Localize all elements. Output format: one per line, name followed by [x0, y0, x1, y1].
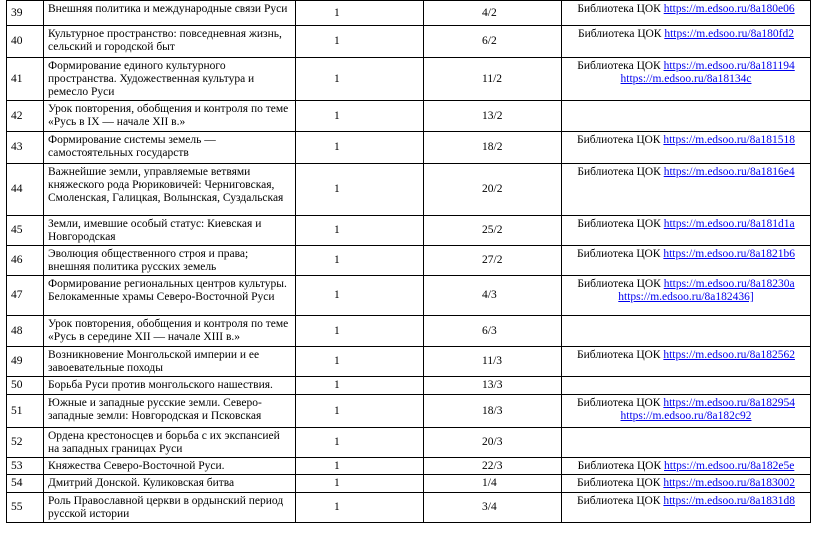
- lesson-resources: [562, 132, 811, 164]
- lesson-date: 11/2: [424, 58, 562, 101]
- table-row: [7, 164, 811, 216]
- lesson-hours: 1: [296, 58, 424, 101]
- resource-line: [566, 397, 806, 410]
- resource-line: [566, 477, 806, 490]
- table-row: [7, 316, 811, 347]
- resource-line: [566, 166, 806, 179]
- lesson-topic: Урок повторения, обобщения и контроля по теме «Русь в IX — начале XII в.»: [44, 101, 296, 132]
- table-row: [7, 347, 811, 377]
- lesson-hours: 1: [296, 216, 424, 246]
- table-row: [7, 458, 811, 475]
- lesson-topic: Формирование системы земель — самостоятельных государств: [44, 132, 296, 164]
- lesson-number: 49: [7, 347, 44, 377]
- lesson-topic: Дмитрий Донской. Куликовская битва: [44, 475, 296, 493]
- lesson-number: 43: [7, 132, 44, 164]
- lesson-plan-rows: [7, 1, 811, 523]
- resource-prefix: Библиотека ЦОК: [577, 134, 664, 146]
- lesson-hours: 1: [296, 132, 424, 164]
- table-row: [7, 377, 811, 395]
- lesson-resources: [562, 276, 811, 316]
- table-row: [7, 246, 811, 276]
- lesson-topic: Княжества Северо-Восточной Руси.: [44, 458, 296, 475]
- resource-prefix: Библиотека ЦОК: [577, 477, 664, 489]
- table-row: [7, 395, 811, 428]
- lesson-resources: [562, 458, 811, 475]
- lesson-hours: 1: [296, 316, 424, 347]
- lesson-resources: [562, 58, 811, 101]
- resource-link[interactable]: https://m.edsoo.ru/8a182954: [663, 397, 795, 409]
- lesson-resources: [562, 475, 811, 493]
- lesson-date: 20/2: [424, 164, 562, 216]
- lesson-number: 44: [7, 164, 44, 216]
- resource-link[interactable]: https://m.edsoo.ru/8a182e5e: [664, 460, 795, 472]
- table-row: [7, 493, 811, 523]
- resource-line: [566, 218, 806, 231]
- lesson-topic: Урок повторения, обобщения и контроля по теме «Русь в середине XII — начале XIII в.»: [44, 316, 296, 347]
- table-row: [7, 58, 811, 101]
- lesson-topic: Формирование единого культурного пространства. Художественная культура и ремесло Руси: [44, 58, 296, 101]
- lesson-topic: Внешняя политика и международные связи Руси: [44, 1, 296, 26]
- lesson-resources: [562, 395, 811, 428]
- lesson-topic: Возникновение Монгольской империи и ее завоевательные походы: [44, 347, 296, 377]
- resource-line: [566, 60, 806, 73]
- lesson-date: 22/3: [424, 458, 562, 475]
- table-row: [7, 26, 811, 58]
- resource-link[interactable]: https://m.edsoo.ru/8a181d1a: [663, 218, 795, 230]
- lesson-date: 1/4: [424, 475, 562, 493]
- resource-link[interactable]: https://m.edsoo.ru/8a1821b6: [663, 248, 795, 260]
- table-row: [7, 1, 811, 26]
- lesson-topic: Важнейшие земли, управляемые ветвями княжеского рода Рюриковичей: Черниговская, Смоленская, Галицкая, Волынская, Суздальская: [44, 164, 296, 216]
- lesson-hours: 1: [296, 428, 424, 458]
- lesson-number: 48: [7, 316, 44, 347]
- lesson-number: 40: [7, 26, 44, 58]
- resource-link[interactable]: https://m.edsoo.ru/8a182436]: [618, 291, 754, 303]
- lesson-resources: [562, 428, 811, 458]
- resource-line: [566, 278, 806, 291]
- lesson-topic: Роль Православной церкви в ордынский период русской истории: [44, 493, 296, 523]
- lesson-topic: Культурное пространство: повседневная жизнь, сельский и городской быт: [44, 26, 296, 58]
- lesson-number: 54: [7, 475, 44, 493]
- resource-line: [566, 73, 806, 86]
- resource-link[interactable]: https://m.edsoo.ru/8a181194: [663, 60, 795, 72]
- resource-prefix: Библиотека ЦОК: [577, 278, 664, 290]
- lesson-date: 20/3: [424, 428, 562, 458]
- lesson-hours: 1: [296, 493, 424, 523]
- lesson-number: 41: [7, 58, 44, 101]
- resource-prefix: Библиотека ЦОК: [577, 349, 664, 361]
- resource-prefix: Библиотека ЦОК: [577, 28, 665, 40]
- lesson-number: 51: [7, 395, 44, 428]
- lesson-hours: 1: [296, 276, 424, 316]
- lesson-date: 3/4: [424, 493, 562, 523]
- lesson-hours: 1: [296, 246, 424, 276]
- lesson-date: 13/3: [424, 377, 562, 395]
- lesson-resources: [562, 316, 811, 347]
- lesson-resources: [562, 347, 811, 377]
- lesson-date: 4/3: [424, 276, 562, 316]
- lesson-hours: 1: [296, 164, 424, 216]
- resource-prefix: Библиотека ЦОК: [577, 397, 664, 409]
- lesson-topic: Эволюция общественного строя и права; внешняя политика русских земель: [44, 246, 296, 276]
- lesson-number: 50: [7, 377, 44, 395]
- resource-prefix: Библиотека ЦОК: [577, 166, 664, 178]
- lesson-resources: [562, 164, 811, 216]
- resource-link[interactable]: https://m.edsoo.ru/8a182562: [663, 349, 795, 361]
- resource-line: [566, 248, 806, 261]
- resource-line: [566, 460, 806, 473]
- resource-link[interactable]: https://m.edsoo.ru/8a182c92: [620, 410, 752, 422]
- lesson-resources: [562, 1, 811, 26]
- lesson-topic: Южные и западные русские земли. Северо-западные земли: Новгородская и Псковская: [44, 395, 296, 428]
- table-row: [7, 101, 811, 132]
- lesson-date: 6/3: [424, 316, 562, 347]
- resource-line: [566, 134, 806, 147]
- lesson-resources: [562, 377, 811, 395]
- lesson-hours: 1: [296, 377, 424, 395]
- lesson-date: 25/2: [424, 216, 562, 246]
- lesson-resources: [562, 216, 811, 246]
- lesson-hours: 1: [296, 395, 424, 428]
- resource-link[interactable]: https://m.edsoo.ru/8a1816e4: [663, 166, 795, 178]
- lesson-resources: [562, 493, 811, 523]
- table-row: [7, 428, 811, 458]
- table-row: [7, 475, 811, 493]
- lesson-resources: [562, 26, 811, 58]
- lesson-resources: [562, 246, 811, 276]
- lesson-date: 6/2: [424, 26, 562, 58]
- lesson-number: 42: [7, 101, 44, 132]
- lesson-hours: 1: [296, 458, 424, 475]
- lesson-hours: 1: [296, 101, 424, 132]
- lesson-topic: Земли, имевшие особый статус: Киевская и Новгородская: [44, 216, 296, 246]
- table-row: [7, 216, 811, 246]
- lesson-hours: 1: [296, 26, 424, 58]
- lesson-topic: Формирование региональных центров культуры. Белокаменные храмы Северо-Восточной Руси: [44, 276, 296, 316]
- table-row: [7, 276, 811, 316]
- lesson-number: 55: [7, 493, 44, 523]
- table-row: [7, 132, 811, 164]
- resource-link[interactable]: https://m.edsoo.ru/8a181518: [663, 134, 795, 146]
- lesson-number: 46: [7, 246, 44, 276]
- lesson-date: 18/3: [424, 395, 562, 428]
- resource-link[interactable]: https://m.edsoo.ru/8a180fd2: [664, 28, 795, 40]
- resource-line: [566, 28, 806, 41]
- lesson-number: 52: [7, 428, 44, 458]
- resource-prefix: Библиотека ЦОК: [577, 3, 664, 15]
- lesson-number: 45: [7, 216, 44, 246]
- lesson-date: 11/3: [424, 347, 562, 377]
- resource-prefix: Библиотека ЦОК: [577, 460, 664, 472]
- resource-prefix: Библиотека ЦОК: [577, 495, 664, 507]
- resource-prefix: Библиотека ЦОК: [577, 218, 664, 230]
- lesson-plan-table: [6, 0, 811, 523]
- lesson-resources: [562, 101, 811, 132]
- lesson-date: 27/2: [424, 246, 562, 276]
- lesson-number: 39: [7, 1, 44, 26]
- resource-line: [566, 349, 806, 362]
- lesson-topic: Борьба Руси против монгольского нашествия.: [44, 377, 296, 395]
- lesson-hours: 1: [296, 347, 424, 377]
- resource-line: [566, 495, 806, 508]
- resource-link[interactable]: https://m.edsoo.ru/8a1831d8: [663, 495, 795, 507]
- resource-link[interactable]: https://m.edsoo.ru/8a18134c: [620, 73, 752, 85]
- lesson-topic: Ордена крестоносцев и борьба с их экспансией на западных границах Руси: [44, 428, 296, 458]
- lesson-date: 13/2: [424, 101, 562, 132]
- resource-prefix: Библиотека ЦОК: [577, 60, 664, 72]
- lesson-number: 53: [7, 458, 44, 475]
- resource-line: [566, 291, 806, 304]
- lesson-date: 18/2: [424, 132, 562, 164]
- lesson-hours: 1: [296, 475, 424, 493]
- resource-prefix: Библиотека ЦОК: [577, 248, 664, 260]
- lesson-number: 47: [7, 276, 44, 316]
- resource-link[interactable]: https://m.edsoo.ru/8a18230a: [663, 278, 795, 290]
- resource-line: [566, 3, 806, 16]
- lesson-hours: 1: [296, 1, 424, 26]
- resource-link[interactable]: https://m.edsoo.ru/8a180e06: [663, 3, 795, 15]
- resource-link[interactable]: https://m.edsoo.ru/8a183002: [663, 477, 795, 489]
- lesson-date: 4/2: [424, 1, 562, 26]
- resource-line: [566, 410, 806, 423]
